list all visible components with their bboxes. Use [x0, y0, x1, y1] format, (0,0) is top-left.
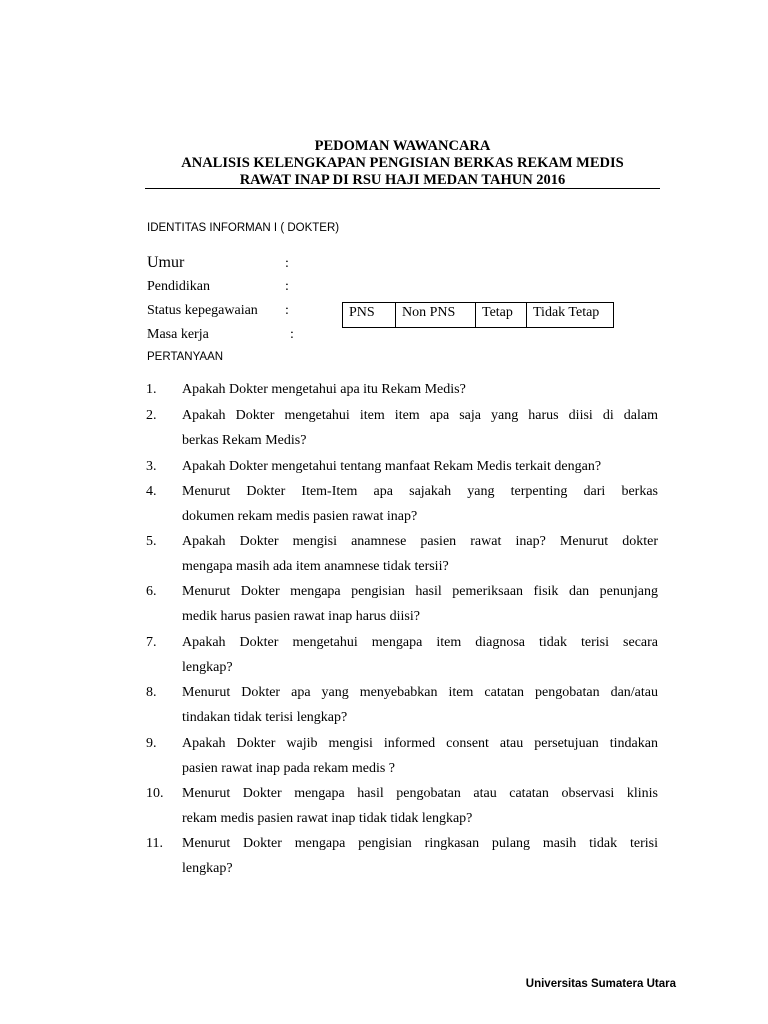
question-line: Apakah Dokter mengetahui mengapa item diagnosa tidak terisi secara [182, 635, 658, 650]
question-line: pasien rawat inap pada rekam medis ? [182, 761, 396, 776]
status-options-table [342, 302, 614, 328]
question-line: dokumen rekam medis pasien rawat inap? [182, 509, 418, 524]
question-line: tindakan tidak terisi lengkap? [182, 710, 348, 725]
question-line: medik harus pasien rawat inap harus diisi? [182, 609, 420, 624]
question-line: rekam medis pasien rawat inap tidak tidak lengkap? [182, 811, 473, 826]
question-item [182, 529, 658, 579]
question-number: 2. [146, 408, 157, 423]
question-number: 8. [146, 685, 157, 700]
question-item [182, 579, 658, 629]
title-divider [145, 188, 660, 189]
question-line: lengkap? [182, 861, 233, 876]
status-option-pns[interactable]: PNS [343, 303, 396, 328]
question-line: Apakah Dokter mengisi anamnese pasien rawat inap? Menurut dokter [182, 534, 658, 549]
question-line: berkas Rekam Medis? [182, 433, 307, 448]
field-label-umur: Umur [147, 254, 185, 271]
question-number: 5. [146, 534, 157, 549]
question-line: Apakah Dokter mengetahui apa itu Rekam Medis? [182, 382, 466, 397]
question-line: Menurut Dokter mengapa pengisian hasil pemeriksaan fisik dan penunjang [182, 584, 658, 599]
field-label-masa-kerja: Masa kerja [147, 327, 209, 342]
identity-heading: IDENTITAS INFORMAN I ( DOKTER) [147, 222, 340, 234]
question-line: mengapa masih ada item anamnese tidak tersii? [182, 559, 449, 574]
question-item [182, 479, 658, 529]
question-number: 11. [146, 836, 163, 851]
question-number: 3. [146, 459, 157, 474]
question-line: Apakah Dokter mengetahui tentang manfaat Rekam Medis terkait dengan? [182, 459, 602, 474]
question-number: 1. [146, 382, 157, 397]
question-line: Menurut Dokter Item-Item apa sajakah yang terpenting dari berkas [182, 484, 658, 499]
field-label-status: Status kepegawaian [147, 303, 258, 318]
status-option-tetap[interactable]: Tetap [476, 303, 527, 328]
question-item [182, 831, 658, 881]
question-number: 9. [146, 736, 157, 751]
question-item [182, 630, 658, 680]
document-subtitle-line2: RAWAT INAP DI RSU HAJI MEDAN TAHUN 2016 [239, 172, 566, 188]
question-number: 10. [146, 786, 164, 801]
question-item [182, 454, 658, 479]
field-colon-status: : [285, 303, 289, 318]
field-colon-pendidikan: : [285, 279, 289, 294]
field-label-pendidikan: Pendidikan [147, 279, 210, 294]
question-number: 6. [146, 584, 157, 599]
question-item [182, 680, 658, 730]
status-option-tidak-tetap[interactable]: Tidak Tetap [527, 303, 614, 328]
field-colon-umur: : [285, 256, 289, 271]
question-item [182, 377, 658, 402]
question-item [182, 781, 658, 831]
question-line: Apakah Dokter wajib mengisi informed consent atau persetujuan tindakan [182, 736, 658, 751]
status-option-non-pns[interactable]: Non PNS [396, 303, 476, 328]
question-item [182, 731, 658, 781]
question-line: Menurut Dokter mengapa pengisian ringkasan pulang masih tidak terisi [182, 836, 658, 851]
question-line: lengkap? [182, 660, 233, 675]
question-line: Menurut Dokter mengapa hasil pengobatan atau catatan observasi klinis [182, 786, 658, 801]
field-colon-masa-kerja: : [290, 327, 294, 342]
questions-heading: PERTANYAAN [147, 351, 224, 363]
question-number: 4. [146, 484, 157, 499]
question-number: 7. [146, 635, 157, 650]
question-line: Apakah Dokter mengetahui item item apa saja yang harus diisi di dalam [182, 408, 658, 423]
document-title: PEDOMAN WAWANCARA [314, 138, 491, 154]
footer-institution: Universitas Sumatera Utara [525, 978, 676, 990]
question-item [182, 403, 658, 453]
question-line: Menurut Dokter apa yang menyebabkan item catatan pengobatan dan/atau [182, 685, 658, 700]
document-subtitle: ANALISIS KELENGKAPAN PENGISIAN BERKAS REKAM MEDIS [181, 155, 624, 171]
